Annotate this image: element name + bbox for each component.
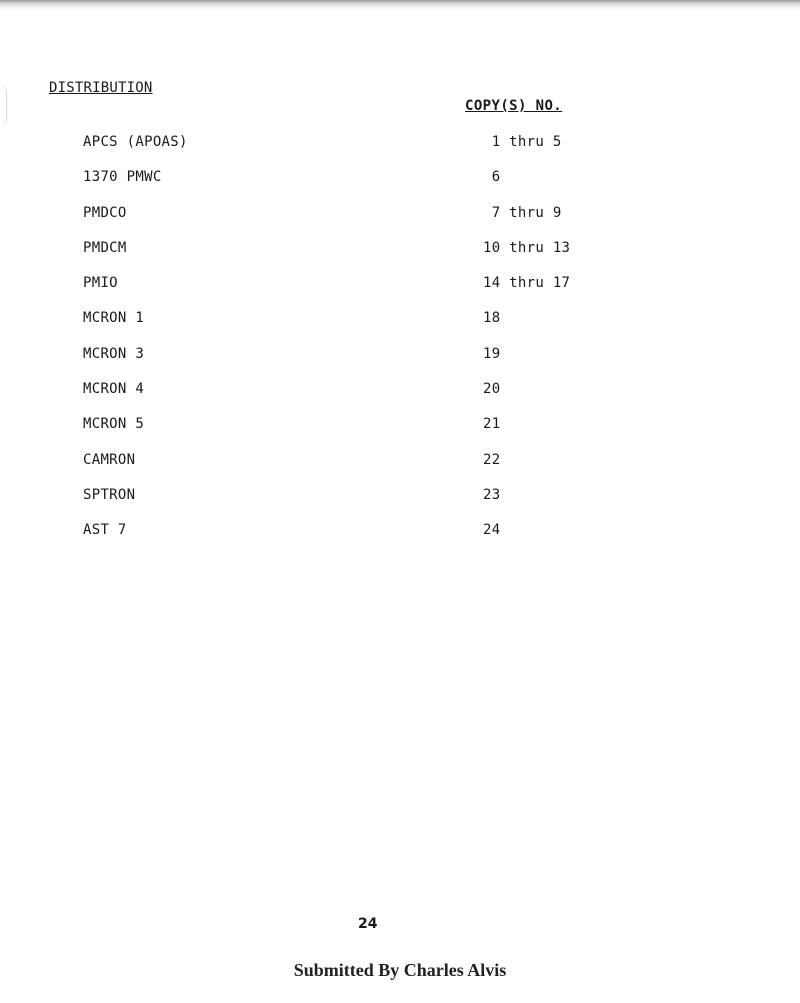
copy-numbers: 10 thru 13: [483, 239, 571, 256]
copy-numbers: 22: [483, 451, 501, 468]
recipient: MCRON 4: [83, 381, 145, 398]
copy-numbers: 19: [483, 345, 501, 362]
recipient: MCRON 3: [83, 345, 145, 362]
recipient: PMDCO: [83, 204, 127, 221]
scan-edge-top: [0, 0, 800, 10]
recipient: 1370 PMWC: [83, 169, 162, 186]
copy-numbers: 14 thru 17: [483, 275, 571, 292]
distribution-list: [0, 130, 800, 554]
copy-numbers: 6: [483, 169, 501, 186]
scan-edge-left: [0, 85, 7, 125]
copy-numbers: 7 thru 9: [483, 204, 562, 221]
copy-numbers: 20: [483, 381, 501, 398]
distribution-row: [0, 448, 800, 483]
recipient: APCS (APOAS): [83, 134, 188, 150]
copy-numbers: 18: [483, 310, 501, 327]
recipient: SPTRON: [83, 486, 136, 503]
recipient: CAMRON: [83, 451, 136, 468]
distribution-row: [0, 377, 800, 412]
distribution-row: [0, 236, 800, 271]
distribution-row: [0, 201, 800, 236]
distribution-row: [0, 271, 800, 306]
distribution-row: [0, 518, 800, 553]
distribution-row: [0, 130, 800, 165]
recipient: AST 7: [83, 522, 127, 539]
distribution-row: [0, 483, 800, 518]
recipient: PMIO: [83, 275, 118, 292]
page-number: 24: [358, 916, 378, 932]
recipient: MCRON 5: [83, 416, 145, 433]
distribution-row: [0, 165, 800, 200]
distribution-row: [0, 306, 800, 341]
copy-number-heading: COPY(S) NO.: [465, 98, 563, 114]
copy-numbers: 1 thru 5: [483, 134, 562, 150]
copy-numbers: 23: [483, 486, 501, 503]
recipient: PMDCM: [83, 239, 127, 256]
submitted-by-footer: Submitted By Charles Alvis: [293, 960, 507, 980]
distribution-row: [0, 342, 800, 377]
copy-numbers: 24: [483, 522, 501, 539]
copy-numbers: 21: [483, 416, 501, 433]
recipient: MCRON 1: [83, 310, 145, 327]
distribution-heading: DISTRIBUTION: [49, 80, 153, 96]
distribution-row: [0, 412, 800, 447]
